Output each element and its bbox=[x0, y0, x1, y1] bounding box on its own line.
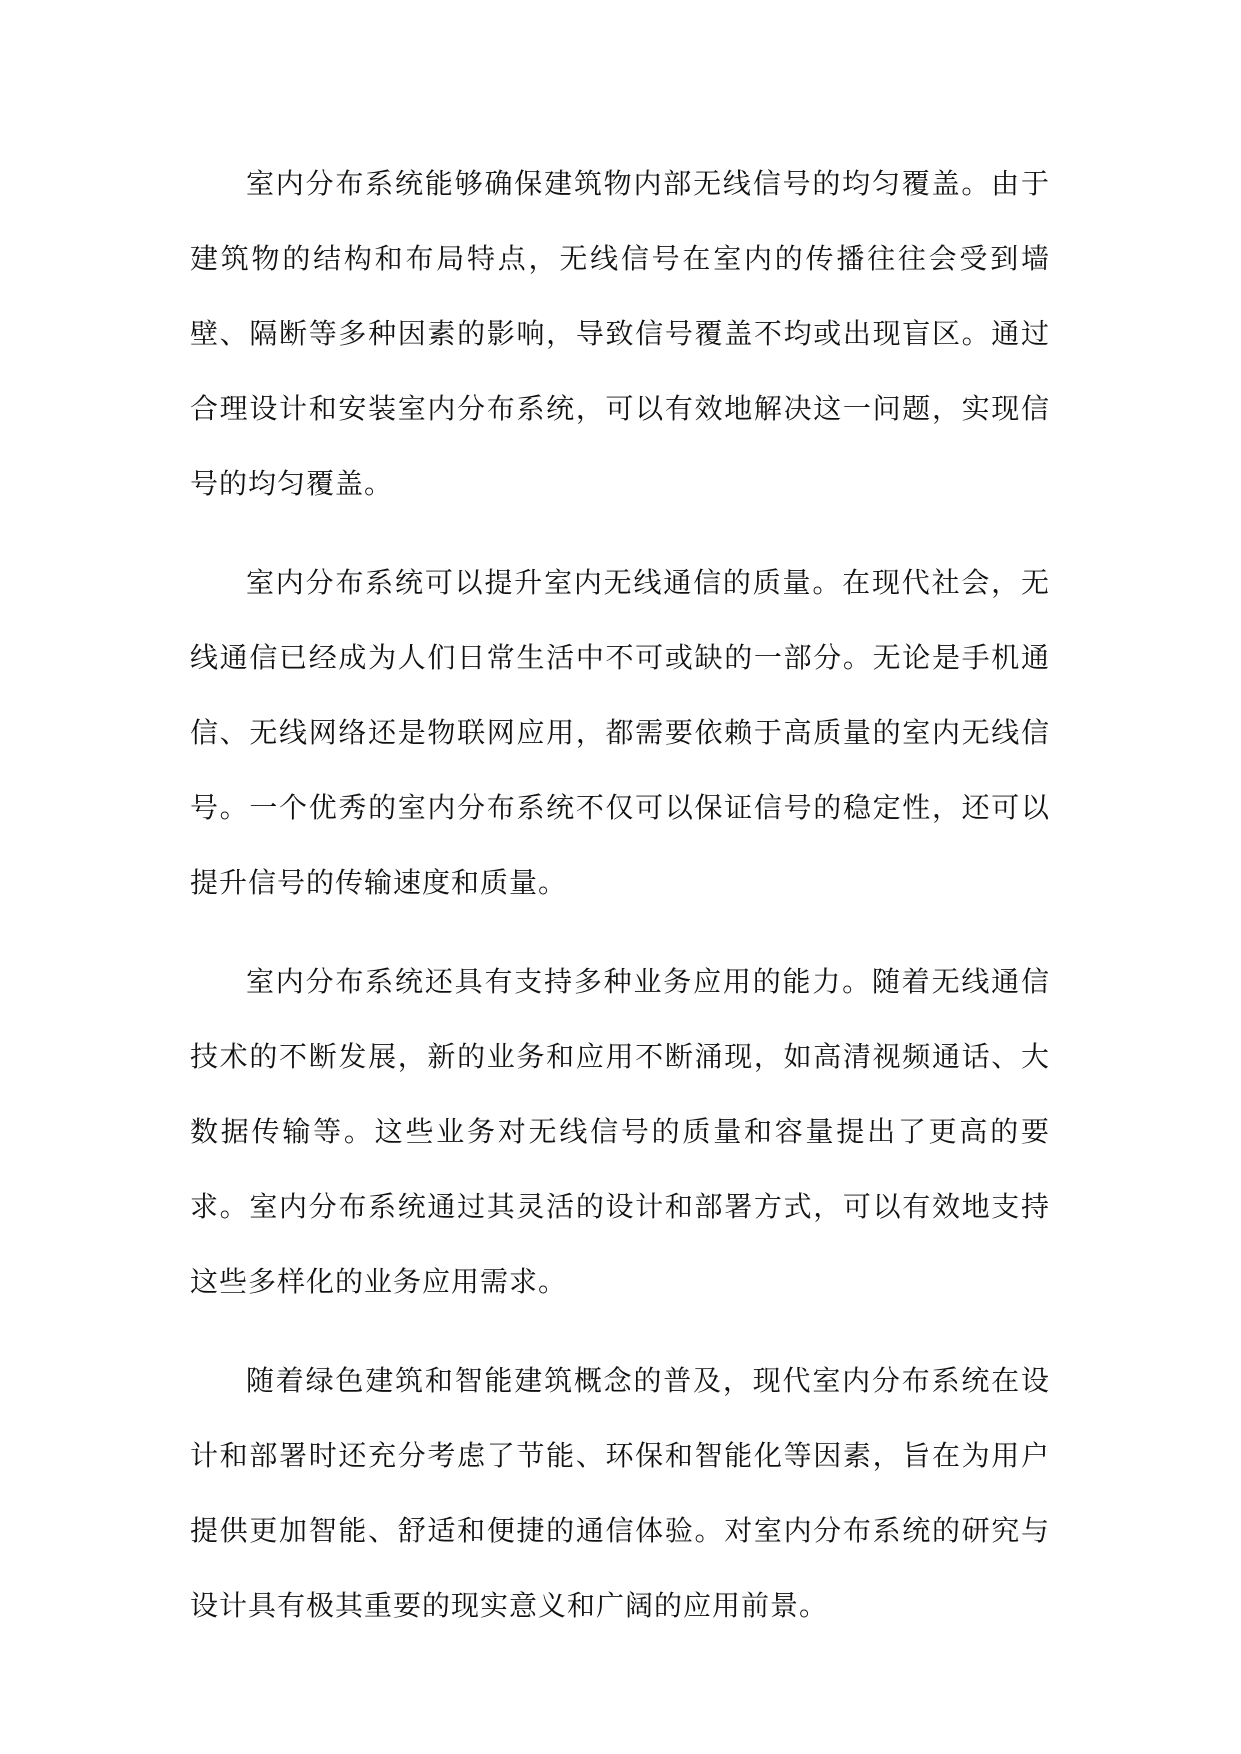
paragraph-green-smart-buildings: 随着绿色建筑和智能建筑概念的普及，现代室内分布系统在设计和部署时还充分考虑了节能、环保和智能化等因素，旨在为用户提供更加智能、舒适和便捷的通信体验。对室内分布系统的研究与设计具有极其重要的现实意义和广阔的应用前景。 bbox=[190, 1364, 1050, 1622]
paragraph-communication-quality: 室内分布系统可以提升室内无线通信的质量。在现代社会，无线通信已经成为人们日常生活中不可或缺的一部分。无论是手机通信、无线网络还是物联网应用，都需要依赖于高质量的室内无线信号。一个优秀的室内分布系统不仅可以保证信号的稳定性，还可以提升信号的传输速度和质量。 bbox=[190, 566, 1050, 899]
document-body bbox=[190, 146, 1050, 1667]
paragraph-service-support: 室内分布系统还具有支持多种业务应用的能力。随着无线通信技术的不断发展，新的业务和应用不断涌现，如高清视频通话、大数据传输等。这些业务对无线信号的质量和容量提出了更高的要求。室内分布系统通过其灵活的设计和部署方式，可以有效地支持这些多样化的业务应用需求。 bbox=[190, 965, 1050, 1298]
paragraph-signal-coverage: 室内分布系统能够确保建筑物内部无线信号的均匀覆盖。由于建筑物的结构和布局特点，无线信号在室内的传播往往会受到墙壁、隔断等多种因素的影响，导致信号覆盖不均或出现盲区。通过合理设计和安装室内分布系统，可以有效地解决这一问题，实现信号的均匀覆盖。 bbox=[190, 167, 1050, 500]
